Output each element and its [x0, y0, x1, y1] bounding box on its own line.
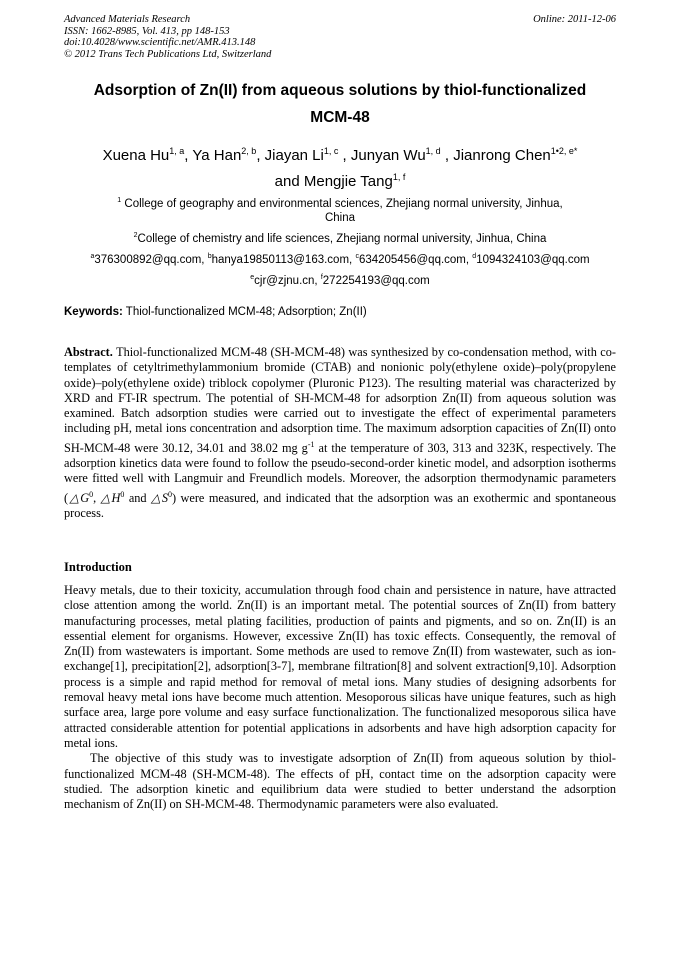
introduction-paragraph-2: The objective of this study was to investigate adsorption of Zn(II) from aqueous solution by thiol-functionalized MCM-48 (SH-MCM-48). The effects of pH, contact time on the adsorption capacity were studied. The adsorption kinetic and equilibrium data were studied to better understand the adsorption mechanism of Zn(II) on SH-MCM-48. Thermodynamic parameters were also evaluated.: [64, 751, 616, 812]
separator: ,: [93, 490, 97, 505]
issn-line: ISSN: 1662-8985, Vol. 413, pp 148-153: [64, 25, 230, 37]
affiliation-text: China: [324, 212, 356, 224]
email-address[interactable]: hanya19850113@163.com,: [211, 254, 353, 266]
author-affil-sup: 1, c: [323, 146, 339, 156]
author-name: Xuena Hu: [102, 147, 170, 164]
author-name: Junyan Wu: [350, 147, 426, 164]
author-name: Ya Han: [192, 147, 242, 164]
email-line-1: [64, 253, 616, 267]
affiliation-sup: 1: [117, 197, 122, 205]
abstract-text: at the temperature of 303, 313 and 323K, respectively. The adsorption kinetics data were found to follow the pseudo-second-order kinetic model, and adsorption isotherms were fitted well with Langmuir and Freundlich models. Moreover, the adsorption thermodynamic parameters (: [64, 440, 616, 505]
email-line-2: [64, 274, 616, 288]
author-affil-sup: 1, f: [392, 172, 406, 182]
email-address[interactable]: 272254193@qq.com: [322, 275, 430, 287]
email-sup: d: [472, 253, 477, 261]
email-sup: e: [250, 274, 255, 282]
abstract-text: Thiol-functionalized MCM-48 (SH-MCM-48) was synthesized by co-condensation method, with co-templates of cetyltrimethylammonium bromide (CTAB) and nonionic poly(ethylene oxide)–poly(propylene oxide)–poly(ethylene oxide) triblock copolymer (Pluronic P123). The resulting material was characterized by XRD and FT-IR spectrum. The potential of SH-MCM-48 for adsorption Zn(II) from aqueous solution was examined. Batch adsorption studies were carried out to investigate the effect of experimental parameters including pH, metal ions concentration and adsorption time. The maximum adsorption capacities of Zn(II) onto SH-MCM-48 were 30.12, 34.01 and 38.02 mg g: [64, 345, 616, 455]
delta-s-symbol: △S: [151, 490, 168, 505]
email-address[interactable]: 376300892@qq.com,: [94, 254, 205, 266]
author-list-line1: Xuena Hu$^{1, a}$, Ya Han$^{2, b}$, Jiayan Li$^{1, c}$ , Junyan Wu$^{1, d}$ , Jianrong Chen$^{1•2, e*}$: [102, 146, 578, 164]
separator: and: [128, 490, 147, 505]
email-sup: b: [207, 253, 212, 261]
doi-line: doi:10.4028/www.scientific.net/AMR.413.148: [64, 37, 256, 48]
email-address[interactable]: 634205456@qq.com,: [358, 254, 470, 266]
paper-title-line1: Adsorption of Zn(II) from aqueous solutions by thiol-functionalized: [93, 82, 587, 99]
delta-h-symbol: △H: [100, 490, 121, 505]
author-affil-sup: 1, a: [169, 146, 185, 156]
introduction-paragraph-1: Heavy metals, due to their toxicity, accumulation through food chain and persistence in nature, have attracted close attention among the world. Zn(II) is an important metal. The potential sources of Zn(II) from battery manufacturing processes, metal plating facilities, production of paints and pigments, and so on. Zn(II) is an essential element for organisms. However, excessive Zn(II) has toxic effects. Consequently, the removal of Zn(II) from wastewaters is important. Some methods are used to remove Zn(II) from wastewater, such as ion-exchange[1], precipitation[2], adsorption[3-7], membrane filtration[8] and solvent extraction[9,10]. Adsorption process is a simple and rapid method for removal of metal ions. Many studies of designing adsorbents for removal heavy metal ions have become much attention. Mesoporous silicas have unique features, such as high surface area, large pore volume and easy surface functionalization. The functionalized mesoporous silica have attracted considerable attention for potential applications in adsorbents and have high adsorption capacity for metal ions.: [64, 583, 616, 750]
online-date: Online: 2011-12-06: [533, 14, 616, 25]
abstract: [64, 345, 616, 521]
abstract-label: Abstract.: [64, 345, 113, 359]
email-sup: f: [320, 274, 323, 282]
author-list-line2: [64, 173, 616, 190]
journal-name: Advanced Materials Research: [64, 14, 191, 25]
keywords-label: Keywords:: [64, 306, 123, 318]
email-address[interactable]: 1094324103@qq.com: [476, 254, 590, 266]
journal-header: [64, 14, 616, 60]
affiliation-sup: 2: [133, 232, 138, 240]
email-sup: c: [355, 253, 359, 261]
unit-sup: -1: [307, 439, 315, 449]
introduction-body: [64, 583, 616, 812]
author-affil-sup: 2, b: [241, 146, 257, 156]
author-name: Jiayan Li: [264, 147, 324, 164]
affiliation-1: [64, 197, 616, 225]
author-and: and: [274, 173, 300, 190]
author-affil-sup: 1•2, e*: [550, 146, 578, 156]
author-name: Jianrong Chen: [453, 147, 551, 164]
zero-sup: 0: [120, 489, 125, 499]
zero-sup: 0: [167, 489, 172, 499]
copyright-line: © 2012 Trans Tech Publications Ltd, Switzerland: [64, 48, 272, 60]
paper-title-line2: MCM-48: [310, 109, 370, 126]
email-sup: a: [90, 253, 95, 261]
zero-sup: 0: [89, 489, 94, 499]
keywords-line: [64, 306, 616, 318]
author-name: Mengjie Tang: [303, 173, 393, 190]
affiliation-text: College of chemistry and life sciences, Zhejiang normal university, Jinhua, China: [137, 233, 547, 245]
keywords-text: Thiol-functionalized MCM-48; Adsorption; Zn(II): [125, 306, 367, 318]
affiliation-2: [64, 232, 616, 246]
delta-g-symbol: △G: [68, 490, 90, 505]
affiliation-text: College of geography and environmental sciences, Zhejiang normal university, Jinhua,: [124, 198, 563, 210]
abstract-text: ) were measured, and indicated that the adsorption was an exothermic and spontaneous process.: [64, 490, 617, 521]
email-address[interactable]: cjr@zjnu.cn,: [254, 275, 318, 287]
author-affil-sup: 1, d: [425, 146, 441, 156]
introduction-heading: Introduction: [64, 560, 132, 574]
